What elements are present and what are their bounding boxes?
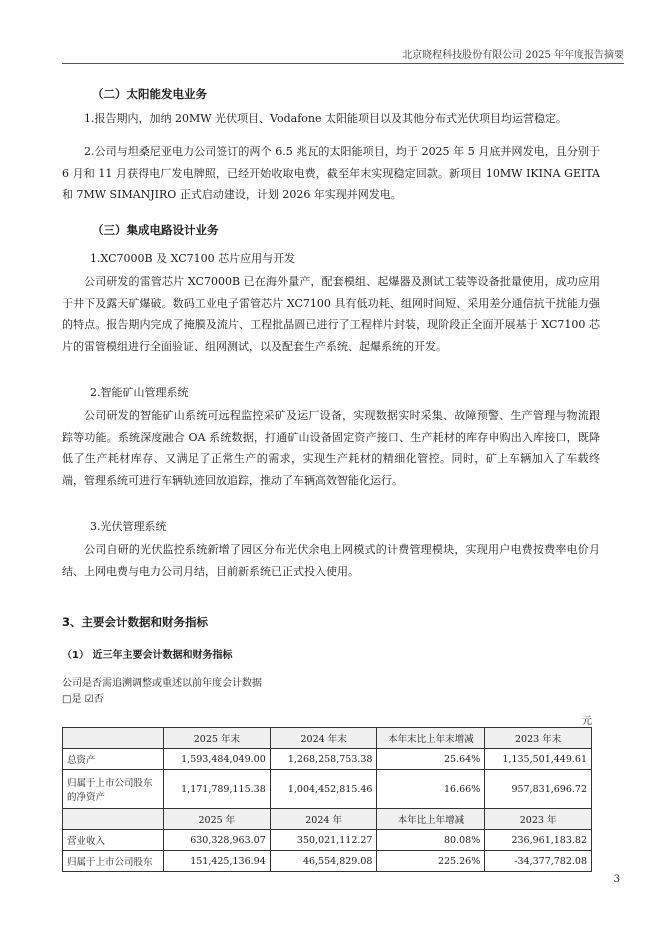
heading-solar: （二）太阳能发电业务	[92, 87, 207, 101]
table-cell: 630,328,963.07	[164, 830, 271, 851]
table-header-cell: 2023 年末	[485, 728, 592, 749]
table-row	[63, 770, 592, 809]
page-header: 北京晓程科技股份有限公司 2025 年年度报告摘要	[402, 50, 624, 61]
financial-table	[62, 727, 592, 872]
table-header-cell: 2025 年末	[164, 728, 271, 749]
ic-subheading-3: 3.光伏管理系统	[90, 520, 167, 533]
table-cell: 236,961,183.82	[485, 830, 592, 851]
page-number: 3	[613, 874, 620, 885]
table-cell: 1,171,789,115.38	[164, 770, 271, 809]
ic-paragraph-1: 公司研发的雷管芯片 XC7000B 已在海外量产，配套模组、起爆器及测试工装等设备批量使用，成功应用于井下及露天矿爆破。数码工业电子雷管芯片 XC7100 具有低功耗、组网时间短、采用差分通信抗干扰能力强的特点。报告期内完成了掩膜及流片、工程批晶圆已进行了工程样片封装，现阶段正全面开展基于 XC7100 芯片的雷管模组进行全面验证、组网测试，以及配套生产系统、起爆系统的开发。	[62, 275, 600, 353]
header-rule	[62, 63, 624, 64]
table-header-row	[63, 728, 592, 749]
restatement-answer: □是 ☑否	[62, 694, 104, 705]
row-label: 营业收入	[63, 830, 164, 851]
row-label: 总资产	[63, 749, 164, 770]
ic-subheading-2: 2.智能矿山管理系统	[90, 386, 189, 399]
table-cell: 1,268,258,753.38	[270, 749, 377, 770]
table-header-cell: 2025 年	[164, 809, 271, 830]
ic-paragraph-2: 公司研发的智能矿山系统可远程监控采矿及运厂设备，实现数据实时采集、故障预警、生产管理与物流跟踪等功能。系统深度融合 OA 系统数据，打通矿山设备固定资产接口、生产耗材的库存申购出入库接口，既降低了生产耗材库存、又满足了正常生产的需求，实现生产耗材的精细化管控。同时，矿上车辆加入了车载终端，管理系统可进行车辆轨迹回放追踪，推动了车辆高效智能化运行。	[62, 409, 600, 487]
table-cell: 1,593,484,049.00	[164, 749, 271, 770]
table-cell: 80.08%	[377, 830, 485, 851]
table-header-cell: 本年比上年增减	[377, 809, 485, 830]
table-cell: 16.66%	[377, 770, 485, 809]
table-row	[63, 851, 592, 872]
solar-paragraph-1: 1.报告期内，加纳 20MW 光伏项目、Vodafone 太阳能项目以及其他分布式光伏项目均运营稳定。	[84, 112, 567, 125]
restatement-question: 公司是否需追溯调整或重述以前年度会计数据	[62, 678, 262, 689]
subheading-financial: （1） 近三年主要会计数据和财务指标	[62, 650, 233, 661]
table-cell: 25.64%	[377, 749, 485, 770]
table-cell: 225.26%	[377, 851, 485, 872]
table-header-row	[63, 809, 592, 830]
table-cell: 350,021,112.27	[270, 830, 377, 851]
table-header-cell	[63, 809, 164, 830]
table-header-cell: 2024 年	[270, 809, 377, 830]
table-row	[63, 830, 592, 851]
row-label: 归属于上市公司股东	[63, 851, 164, 872]
table-cell: 151,425,136.94	[164, 851, 271, 872]
table-cell: 46,554,829.08	[270, 851, 377, 872]
table-cell: 1,004,452,815.46	[270, 770, 377, 809]
table-header-cell	[63, 728, 164, 749]
heading-financial: 3、主要会计数据和财务指标	[62, 615, 209, 629]
ic-subheading-1: 1.XC7000B 及 XC7100 芯片应用与开发	[90, 252, 296, 265]
table-header-cell: 2024 年末	[270, 728, 377, 749]
row-label: 归属于上市公司股东的净资产	[63, 770, 164, 809]
table-row	[63, 749, 592, 770]
table-header-cell: 2023 年	[485, 809, 592, 830]
table-header-cell: 本年末比上年末增减	[377, 728, 485, 749]
heading-ic: （三）集成电路设计业务	[92, 223, 219, 237]
table-cell: 1,135,501,449.61	[485, 749, 592, 770]
unit-label: 元	[582, 716, 592, 727]
table-cell: 957,831,696.72	[485, 770, 592, 809]
solar-paragraph-2: 2.公司与坦桑尼亚电力公司签订的两个 6.5 兆瓦的太阳能项目，均于 2025 年 5 月底并网发电，且分别于 6 月和 11 月获得电厂发电牌照，已经开始收取电费，截至年末实现稳定回款。新项目 10MW IKINA GEITA 和 7MW SIMANJIRO 正式启动建设，计划 2026 年实现并网发电。	[62, 145, 600, 201]
table-cell: -34,377,782.08	[485, 851, 592, 872]
ic-paragraph-3: 公司自研的光伏监控系统新增了园区分布光伏余电上网模式的计费管理模块，实现用户电费按费率电价月结、上网电费与电力公司月结，目前新系统已正式投入使用。	[62, 543, 600, 578]
